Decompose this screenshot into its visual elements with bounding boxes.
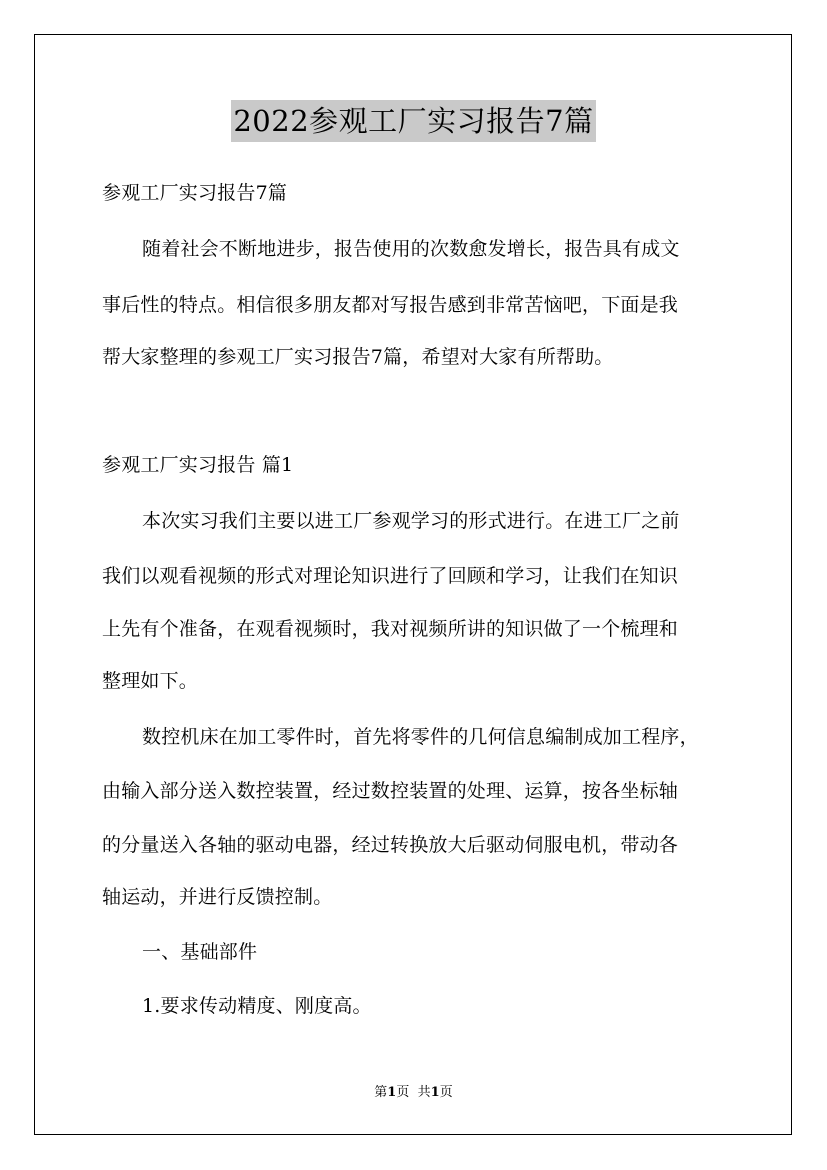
paragraph1-line-4: 整理如下。 — [102, 670, 199, 692]
paragraph2-line-3: 的分量送入各轴的驱动电器，经过转换放大后驱动伺服电机，带动各 — [102, 834, 679, 856]
intro-line-3: 帮大家整理的参观工厂实习报告7篇，希望对大家有所帮助。 — [102, 346, 614, 368]
paragraph1-line-2: 我们以观看视频的形式对理论知识进行了回顾和学习，让我们在知识 — [102, 565, 679, 587]
footer-total-suffix: 页 — [439, 1085, 453, 1100]
intro-line-1: 随着社会不断地进步，报告使用的次数愈发增长，报告具有成文 — [142, 238, 680, 260]
title-container — [0, 100, 827, 142]
footer-total-prefix: 共 — [417, 1085, 431, 1100]
intro-line-2: 事后性的特点。相信很多朋友都对写报告感到非常苦恼吧，下面是我 — [102, 294, 679, 316]
list-item: 1.要求传动精度、刚度高。 — [142, 995, 372, 1017]
document-subtitle: 参观工厂实习报告7篇 — [102, 182, 288, 204]
document-title: 2022参观工厂实习报告7篇 — [231, 100, 595, 142]
paragraph2-line-1: 数控机床在加工零件时，首先将零件的几何信息编制成加工程序， — [142, 726, 699, 748]
footer-page-suffix: 页 — [396, 1085, 410, 1100]
sub-heading: 一、基础部件 — [142, 941, 258, 963]
section-heading: 参观工厂实习报告 篇1 — [102, 454, 294, 476]
paragraph2-line-4: 轴运动，并进行反馈控制。 — [102, 886, 333, 908]
paragraph1-line-3: 上先有个准备，在观看视频时，我对视频所讲的知识做了一个梳理和 — [102, 618, 679, 640]
footer-page-number: 1 — [387, 1085, 397, 1100]
footer-total-number: 1 — [430, 1085, 440, 1100]
paragraph1-line-1: 本次实习我们主要以进工厂参观学习的形式进行。在进工厂之前 — [142, 510, 680, 532]
footer-page-prefix: 第 — [374, 1085, 388, 1100]
page-footer — [0, 1084, 827, 1102]
paragraph2-line-2: 由输入部分送入数控装置，经过数控装置的处理、运算，按各坐标轴 — [102, 780, 679, 802]
